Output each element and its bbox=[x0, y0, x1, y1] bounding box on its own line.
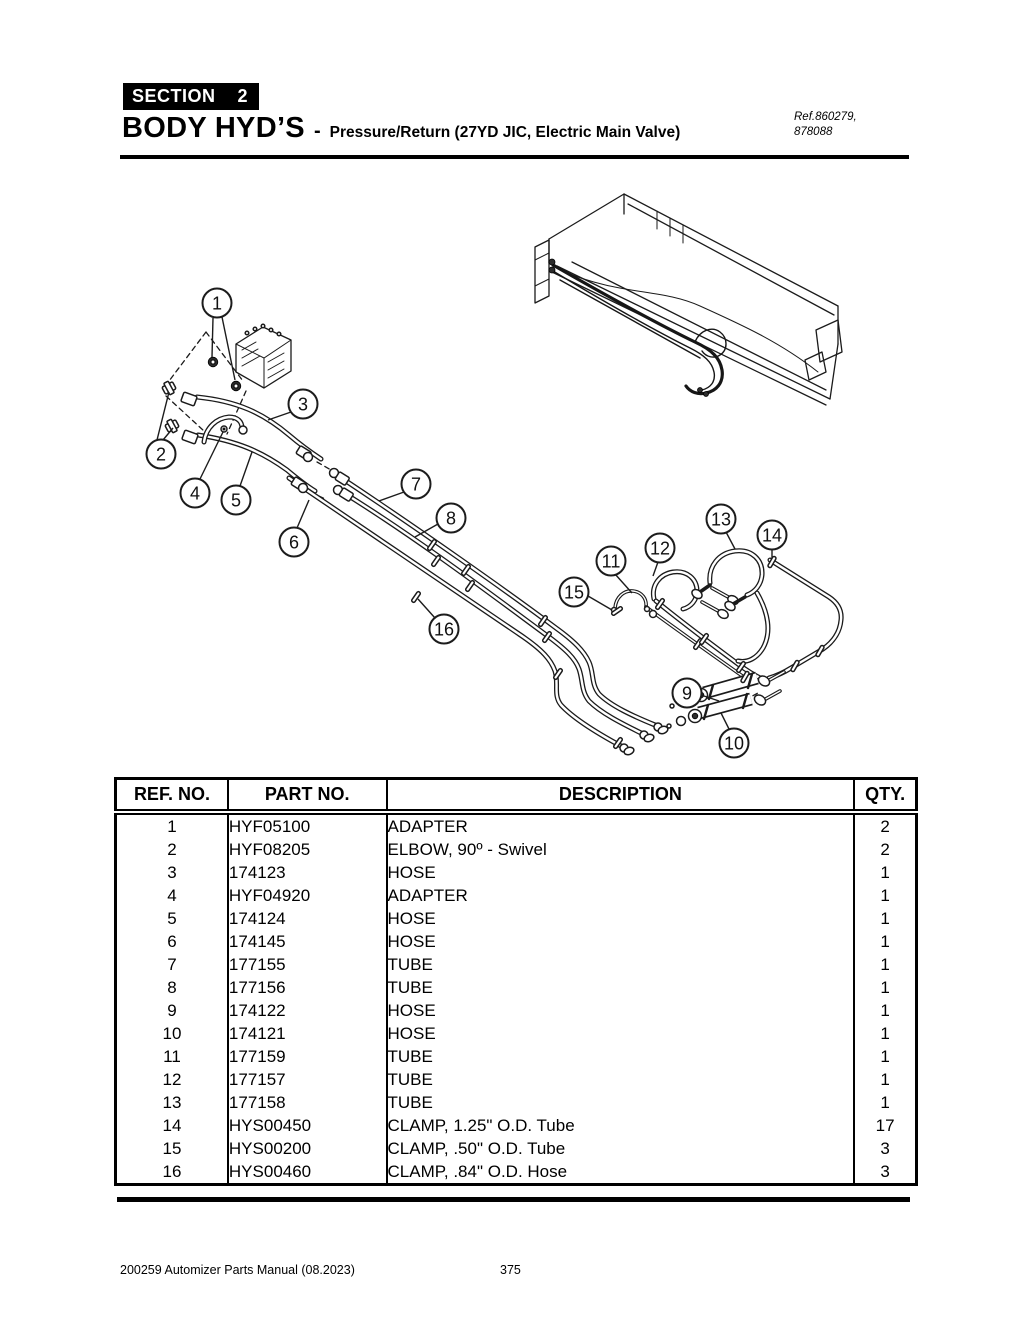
table-cell: HOSE bbox=[387, 861, 855, 884]
table-cell: ADAPTER bbox=[387, 812, 855, 838]
callout-leader bbox=[588, 596, 612, 610]
header-qty: QTY. bbox=[854, 779, 916, 813]
callout-number: 14 bbox=[761, 525, 783, 546]
table-cell: 1 bbox=[854, 1022, 916, 1045]
callout-number: 16 bbox=[433, 619, 455, 640]
table-row bbox=[116, 907, 917, 930]
truck-bed-inset bbox=[535, 194, 842, 405]
table-cell: 1 bbox=[854, 930, 916, 953]
table-cell: HOSE bbox=[387, 907, 855, 930]
table-cell: 1 bbox=[854, 884, 916, 907]
callout-leader bbox=[268, 412, 291, 420]
table-cell: 3 bbox=[167, 863, 177, 882]
table-cell: 174145 bbox=[228, 930, 387, 953]
table-cell: 177155 bbox=[228, 953, 387, 976]
table-cell: 13 bbox=[162, 1093, 182, 1112]
callout-layer bbox=[147, 289, 787, 758]
callout-13 bbox=[707, 505, 736, 550]
section-number: 2 bbox=[237, 86, 249, 106]
table-row bbox=[116, 999, 917, 1022]
table-row bbox=[116, 1137, 917, 1160]
ref-note-line2: 878088 bbox=[794, 125, 833, 138]
table-cell: 3 bbox=[854, 1137, 916, 1160]
table-row bbox=[116, 838, 917, 861]
table-cell: HOSE bbox=[387, 930, 855, 953]
table-row bbox=[116, 884, 917, 907]
parts-table bbox=[114, 777, 918, 1186]
callout-leader bbox=[240, 452, 252, 486]
table-cell: 177156 bbox=[228, 976, 387, 999]
table-row bbox=[116, 1160, 917, 1185]
table-cell: CLAMP, .84" O.D. Hose bbox=[387, 1160, 855, 1185]
footer-manual-text: 200259 Automizer Parts Manual (08.2023) bbox=[120, 1263, 355, 1277]
callout-leader bbox=[222, 317, 235, 380]
callout-number: 10 bbox=[723, 733, 745, 754]
callout-number: 2 bbox=[155, 444, 167, 465]
table-cell: CLAMP, .50" O.D. Tube bbox=[387, 1137, 855, 1160]
callout-leader bbox=[297, 500, 309, 528]
callout-number: 15 bbox=[563, 582, 585, 603]
table-cell: 10 bbox=[162, 1024, 182, 1043]
callout-15 bbox=[560, 578, 613, 611]
table-row bbox=[116, 953, 917, 976]
table-cell: 1 bbox=[854, 1068, 916, 1091]
ref-note-line1: Ref.860279, bbox=[794, 111, 857, 123]
table-cell: 1 bbox=[854, 999, 916, 1022]
callout-7 bbox=[379, 470, 431, 502]
table-cell: HOSE bbox=[387, 1022, 855, 1045]
callout-number: 7 bbox=[410, 474, 422, 495]
table-cell: 5 bbox=[167, 909, 177, 928]
callout-number: 9 bbox=[681, 683, 693, 704]
table-cell: ADAPTER bbox=[387, 884, 855, 907]
table-row bbox=[116, 861, 917, 884]
table-cell: HYF04920 bbox=[228, 884, 387, 907]
table-cell: HYF08205 bbox=[228, 838, 387, 861]
header-description: DESCRIPTION bbox=[387, 779, 855, 813]
tube-11-bend bbox=[615, 591, 646, 608]
callout-leader bbox=[418, 599, 435, 618]
table-cell: HYS00460 bbox=[228, 1160, 387, 1185]
table-cell: 6 bbox=[167, 932, 177, 951]
callout-3 bbox=[268, 390, 318, 421]
callout-number: 5 bbox=[230, 490, 242, 511]
table-cell: ELBOW, 90º - Swivel bbox=[387, 838, 855, 861]
table-cell: 14 bbox=[162, 1116, 182, 1135]
table-cell: 3 bbox=[854, 1160, 916, 1185]
table-cell: 2 bbox=[167, 840, 177, 859]
table-cell: 9 bbox=[167, 1001, 177, 1020]
table-cell: HOSE bbox=[387, 999, 855, 1022]
table-cell: 1 bbox=[854, 976, 916, 999]
table-cell: TUBE bbox=[387, 1091, 855, 1114]
header-part-no: PART NO. bbox=[228, 779, 387, 813]
table-row bbox=[116, 976, 917, 999]
table-cell: 174123 bbox=[228, 861, 387, 884]
table-cell: TUBE bbox=[387, 1045, 855, 1068]
table-cell: 174122 bbox=[228, 999, 387, 1022]
table-cell: 177159 bbox=[228, 1045, 387, 1068]
callout-8 bbox=[415, 504, 466, 538]
table-cell: HYS00200 bbox=[228, 1137, 387, 1160]
table-cell: 2 bbox=[854, 812, 916, 838]
callout-leader bbox=[212, 318, 213, 357]
table-cell: 8 bbox=[167, 978, 177, 997]
section-label: SECTION bbox=[132, 86, 216, 106]
parts-table-body bbox=[116, 812, 917, 1185]
callout-number: 3 bbox=[297, 394, 309, 415]
table-cell: TUBE bbox=[387, 976, 855, 999]
footer-page-number: 375 bbox=[500, 1263, 521, 1277]
callout-number: 12 bbox=[649, 538, 671, 559]
callout-6 bbox=[280, 500, 310, 557]
callout-4 bbox=[181, 432, 224, 508]
callout-number: 13 bbox=[710, 509, 732, 530]
table-cell: 1 bbox=[854, 953, 916, 976]
title-dash: - bbox=[313, 120, 321, 142]
table-row bbox=[116, 812, 917, 838]
table-cell: TUBE bbox=[387, 953, 855, 976]
table-cell: 2 bbox=[854, 838, 916, 861]
callout-leader bbox=[721, 713, 729, 729]
table-row bbox=[116, 1091, 917, 1114]
table-row bbox=[116, 930, 917, 953]
callout-12 bbox=[646, 534, 675, 577]
table-cell: 1 bbox=[167, 817, 177, 836]
table-cell: 12 bbox=[162, 1070, 182, 1089]
callout-10 bbox=[720, 713, 749, 758]
table-cell: 11 bbox=[163, 1047, 181, 1066]
table-cell: 177157 bbox=[228, 1068, 387, 1091]
callout-14 bbox=[758, 521, 787, 559]
table-cell: HYS00450 bbox=[228, 1114, 387, 1137]
callout-number: 8 bbox=[445, 508, 457, 529]
callout-number: 11 bbox=[601, 551, 621, 572]
table-cell: 177158 bbox=[228, 1091, 387, 1114]
callout-leader bbox=[379, 492, 404, 501]
bed-hose-bundle bbox=[549, 259, 726, 397]
table-cell: CLAMP, 1.25" O.D. Tube bbox=[387, 1114, 855, 1137]
table-row bbox=[116, 1022, 917, 1045]
table-cell: 17 bbox=[854, 1114, 916, 1137]
callout-number: 1 bbox=[211, 293, 223, 314]
callout-leader bbox=[653, 562, 658, 576]
callout-leader bbox=[726, 532, 735, 549]
table-cell: 1 bbox=[854, 1045, 916, 1068]
table-cell: 7 bbox=[167, 955, 177, 974]
table-cell: HYF05100 bbox=[228, 812, 387, 838]
table-cell: 1 bbox=[854, 907, 916, 930]
callout-2 bbox=[147, 392, 176, 469]
table-cell: 1 bbox=[854, 861, 916, 884]
table-row bbox=[116, 1114, 917, 1137]
tube-13-bend bbox=[710, 551, 762, 595]
callout-11 bbox=[597, 547, 633, 594]
callout-leader bbox=[615, 574, 632, 593]
footer-divider bbox=[117, 1197, 910, 1202]
table-cell: 15 bbox=[162, 1139, 182, 1158]
callout-number: 4 bbox=[189, 483, 201, 504]
callout-number: 6 bbox=[288, 532, 300, 553]
tube-8-path bbox=[344, 493, 641, 733]
header-ref-no: REF. NO. bbox=[116, 779, 228, 813]
page-subtitle: Pressure/Return (27YD JIC, Electric Main Valve) bbox=[329, 124, 681, 141]
valve-assembly bbox=[236, 324, 291, 388]
table-cell: 1 bbox=[854, 1091, 916, 1114]
table-cell: TUBE bbox=[387, 1068, 855, 1091]
hoses-and-tubes bbox=[197, 394, 841, 746]
page-title: BODY HYD’S bbox=[122, 112, 305, 144]
table-row bbox=[116, 1068, 917, 1091]
table-cell: 174124 bbox=[228, 907, 387, 930]
callout-leader bbox=[157, 392, 169, 440]
callout-16 bbox=[418, 599, 459, 644]
callout-5 bbox=[222, 452, 253, 515]
table-row bbox=[116, 1045, 917, 1068]
table-header-row bbox=[116, 779, 917, 813]
table-cell: 174121 bbox=[228, 1022, 387, 1045]
table-cell: 4 bbox=[167, 886, 177, 905]
table-cell: 16 bbox=[162, 1162, 182, 1181]
